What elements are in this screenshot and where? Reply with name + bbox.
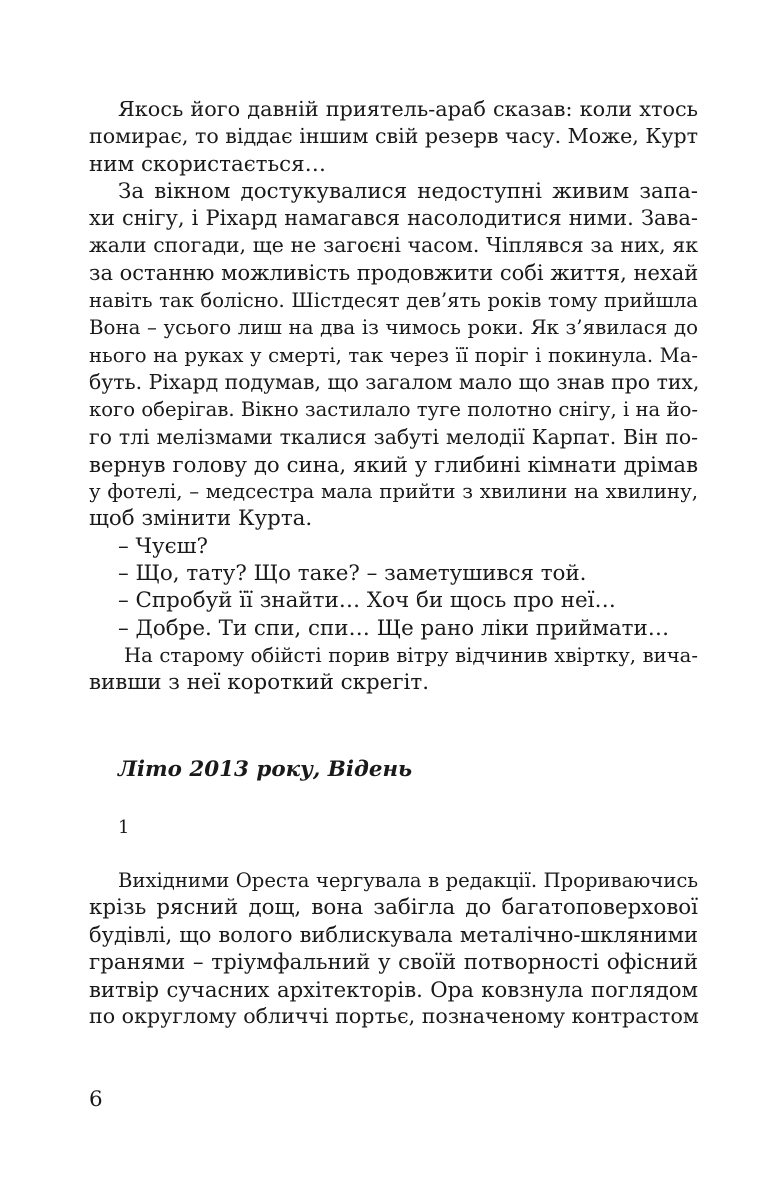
text-line: буть. Ріхард подумав, що загалом мало що знав про тих, <box>89 369 700 394</box>
text-line: кого оберігав. Вікно застилало туге полотно снігу, і на йо- <box>89 398 698 422</box>
text-block-1 <box>89 96 698 697</box>
dialogue-line: – Добре. Ти спи, спи… Ще рано ліки приймати… <box>118 615 670 641</box>
text-line: Якось його давній приятель-араб сказав: коли хтось <box>118 97 698 121</box>
text-line: щоб змінити Курта. <box>89 506 313 532</box>
text-line: за останню можливість продовжити собі життя, нехай <box>89 260 699 285</box>
text-line: За вікном достукувалися недоступні живим запа- <box>118 178 698 204</box>
section-heading: Літо 2013 року, Відень <box>118 757 413 782</box>
text-line: нього на руках у смерті, так через її поріг і покинула. Ма- <box>89 343 698 367</box>
text-line: На старому обійсті порив вітру відчинив хвіртку, вича- <box>124 643 698 667</box>
text-line: хи снігу, і Ріхард намагався насолодитися ними. Зава- <box>89 206 698 231</box>
chapter-number: 1 <box>118 817 130 838</box>
text-line: ним скористається… <box>89 151 327 177</box>
text-line: жали спогади, ще не загоєні часом. Чіплявся за них, як <box>89 233 698 258</box>
text-line: го тлі мелізмами ткалися забуті мелодії Карпат. Він по- <box>89 424 698 449</box>
dialogue-line: – Що, тату? Що таке? – заметушився той. <box>118 561 587 587</box>
text-line: по округлому обличчі портьє, позначеному контрастом <box>89 1004 699 1029</box>
text-line: Вона – усього лиш на два із чимось роки. Як з’явилася до <box>89 316 698 340</box>
text-block-2 <box>89 867 698 1031</box>
dialogue-line: – Спробуй її знайти… Хоч би щось про неї… <box>118 588 616 614</box>
text-line: гранями – тріумфальний у своїй потворності офісний <box>89 949 698 975</box>
dialogue-line: – Чуєш? <box>118 533 208 559</box>
text-line: Вихідними Ореста чергувала в редакції. Прориваючись <box>118 869 698 892</box>
text-line: крізь рясний дощ, вона забігла до багатоповерхової <box>89 895 698 921</box>
page-number: 6 <box>89 1087 103 1112</box>
text-line: вивши з неї короткий скрегіт. <box>89 670 430 696</box>
text-line: навіть так болісно. Шістдесят дев’ять років тому прийшла <box>89 289 698 313</box>
text-line: витвір сучасних архітекторів. Ора ковзнула поглядом <box>89 977 698 1003</box>
text-line: у фотелі, – медсестра мала прийти з хвилини на хвилину, <box>89 480 698 504</box>
text-line: вернув голову до сина, який у глибині кімнати дрімав <box>89 451 698 477</box>
text-line: будівлі, що волого виблискувала металічно-шкляними <box>89 922 698 947</box>
text-line: помирає, то віддає іншим свій резерв часу. Може, Курт <box>89 124 699 149</box>
